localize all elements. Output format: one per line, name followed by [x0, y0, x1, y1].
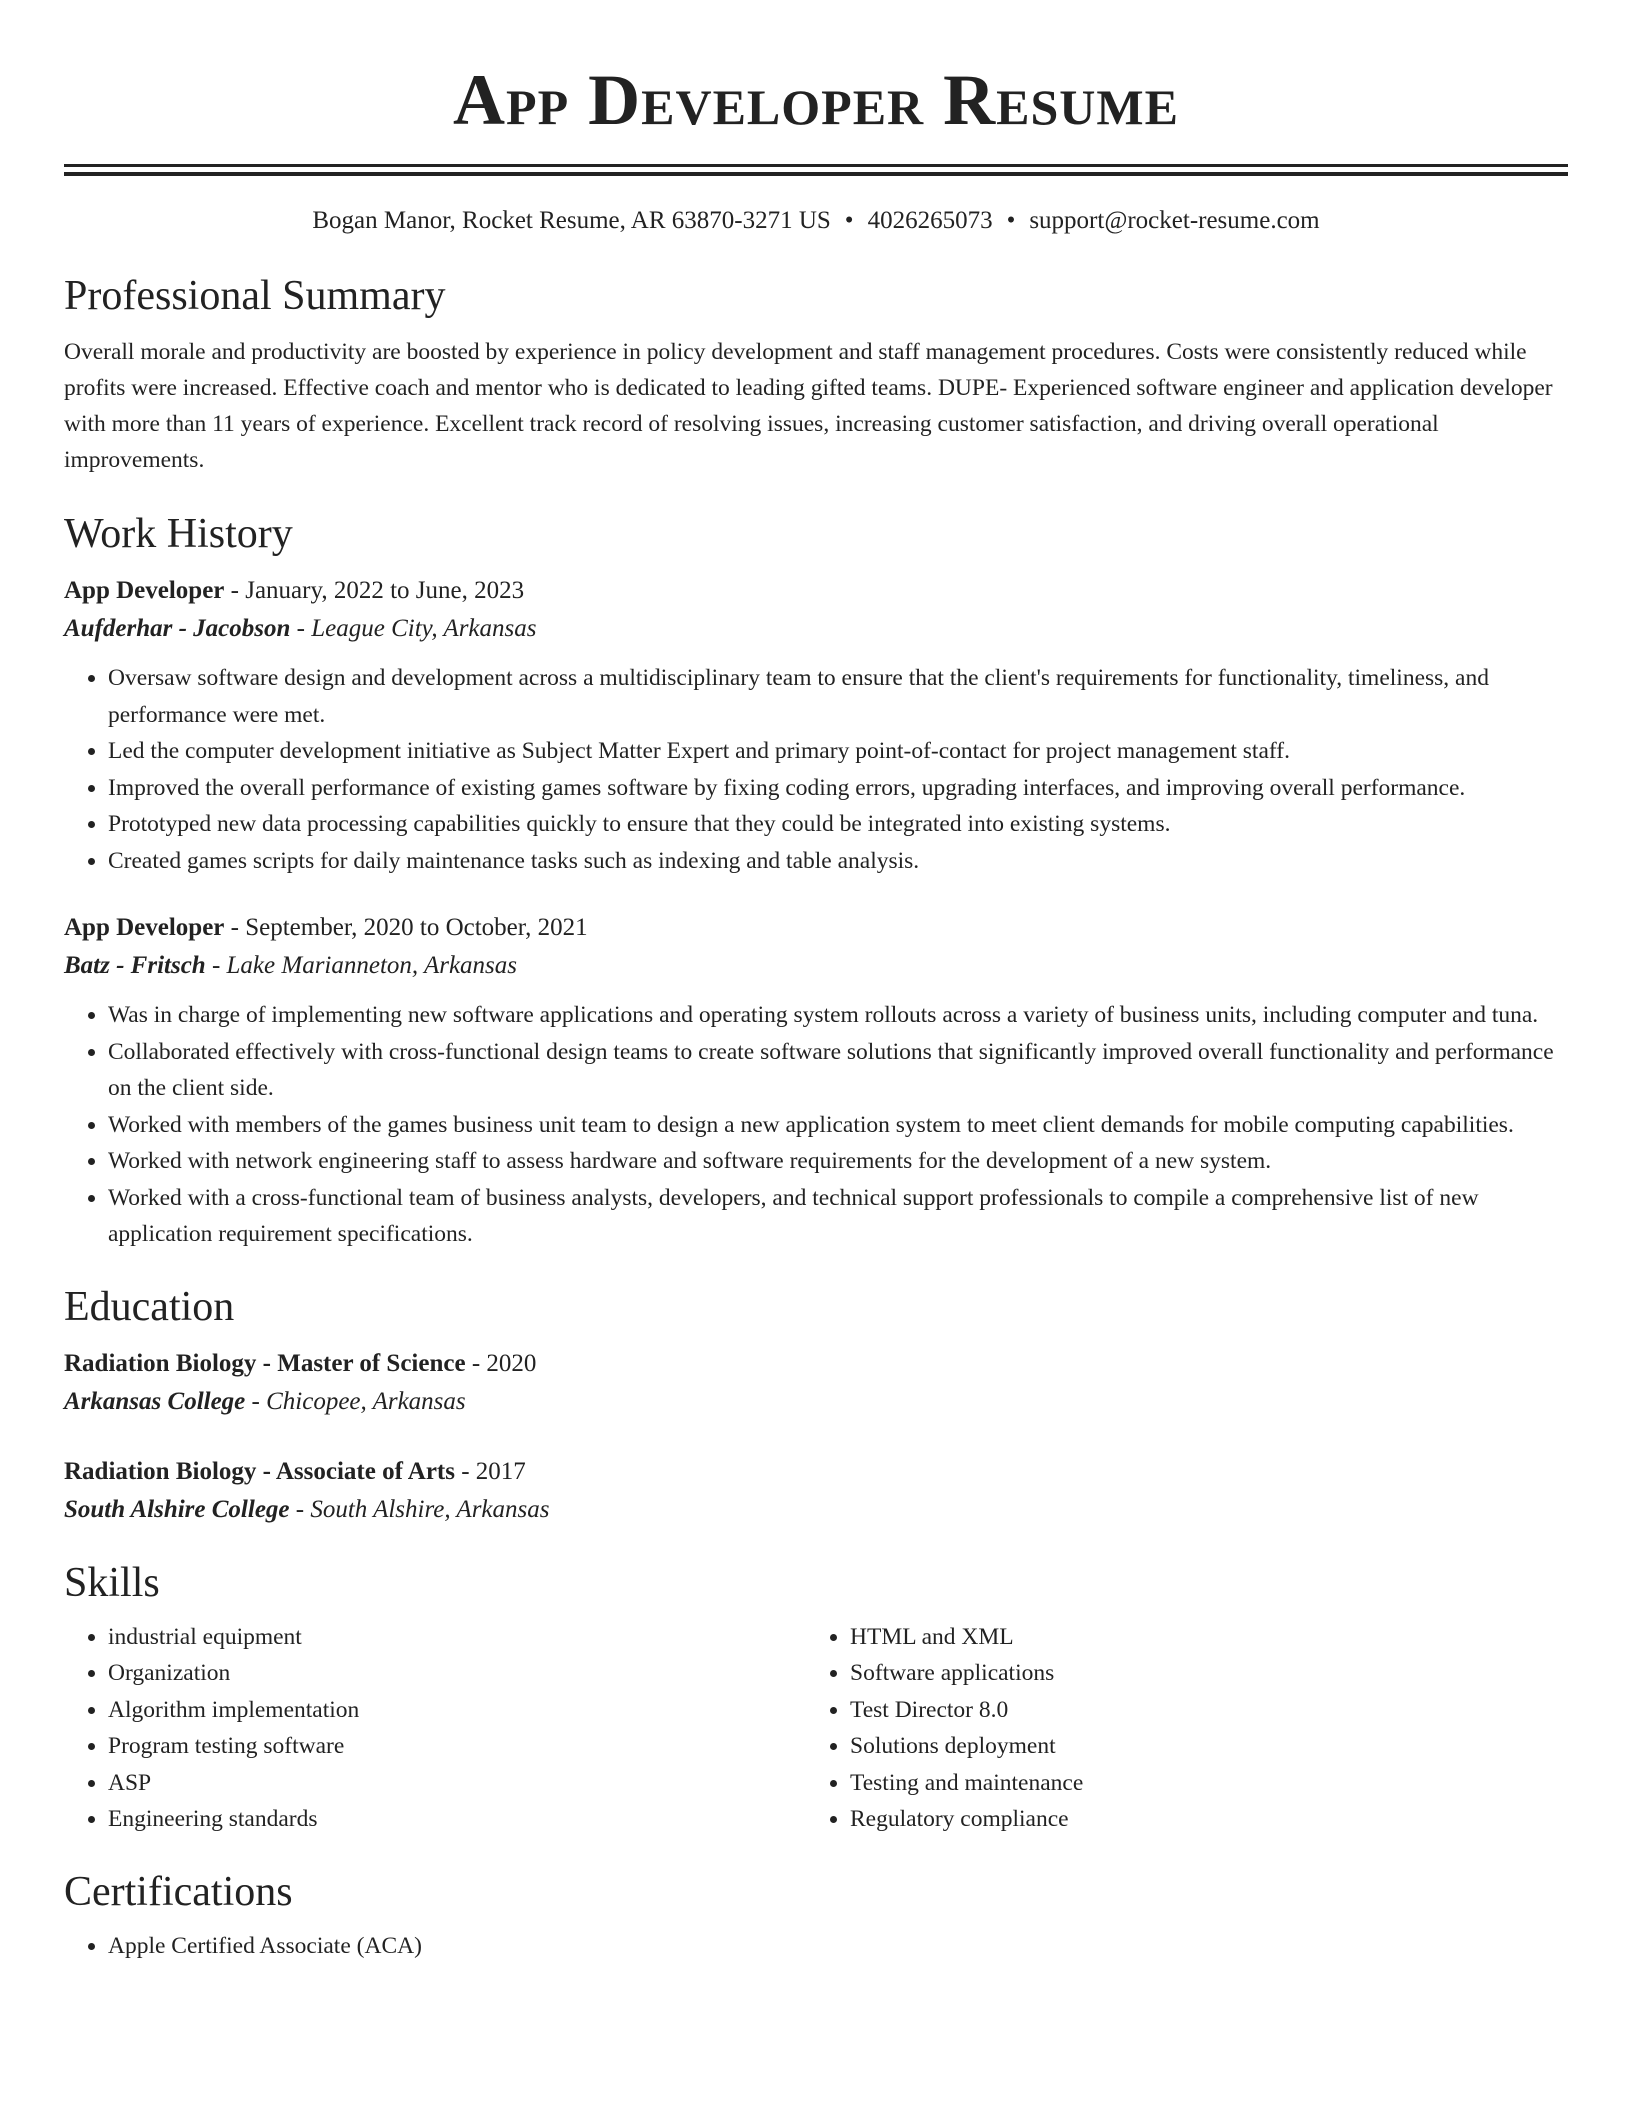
company-name: Batz - Fritsch — [64, 952, 206, 979]
job-bullet: • Was in charge of implementing new software applications and operating system rollouts across a variety of business units, including computer and tuna. — [108, 997, 1568, 1034]
degree-line — [64, 1345, 1568, 1383]
skills-list-right — [806, 1619, 1568, 1838]
skill-item: • Program testing software — [108, 1728, 806, 1765]
company-location: - Lake Marianneton, Arkansas — [205, 952, 518, 979]
contact-separator: • — [844, 207, 854, 234]
title-divider-top — [64, 164, 1568, 167]
skill-item: • Algorithm implementation — [108, 1692, 806, 1729]
education-entry — [64, 1345, 1568, 1421]
contact-line — [64, 204, 1568, 238]
company-line — [64, 947, 1568, 985]
degree: Radiation Biology - Associate of Arts — [64, 1457, 455, 1485]
work-history-heading: Work History — [64, 511, 293, 557]
skill-item: • Solutions deployment — [850, 1728, 1568, 1765]
resume-title: App Developer Resume — [453, 60, 1179, 140]
job-bullet: • Improved the overall performance of existing games software by fixing coding errors, upgrading interfaces, and improving overall performance. — [108, 770, 1568, 807]
job-bullet: • Created games scripts for daily maintenance tasks such as indexing and table analysis. — [108, 843, 1568, 880]
job-bullet: • Collaborated effectively with cross-functional design teams to create software solutions that significantly improved overall functionality and performance on the client side. — [108, 1034, 1568, 1107]
company-location: - League City, Arkansas — [290, 615, 537, 642]
school-location: - Chicopee, Arkansas — [245, 1387, 466, 1415]
job-bullets — [64, 660, 1568, 879]
skill-item: • Regulatory compliance — [850, 1801, 1568, 1838]
contact-address: Bogan Manor, Rocket Resume, AR 63870-3271 US — [312, 207, 831, 234]
job-bullet: • Worked with network engineering staff to assess hardware and software requirements for the development of a new system. — [108, 1143, 1568, 1180]
skill-item: • industrial equipment — [108, 1619, 806, 1656]
school-name: South Alshire College — [64, 1495, 290, 1523]
job-bullet: • Led the computer development initiative as Subject Matter Expert and primary point-of-contact for project management staff. — [108, 733, 1568, 770]
school-line — [64, 1491, 1568, 1529]
skills-grid — [64, 1619, 1568, 1838]
school-name: Arkansas College — [64, 1387, 246, 1415]
work-history-section — [64, 508, 1568, 1253]
job-bullet: • Prototyped new data processing capabilities quickly to ensure that they could be integrated into existing systems. — [108, 806, 1568, 843]
skill-item: • Engineering standards — [108, 1801, 806, 1838]
degree-year: - 2017 — [454, 1457, 526, 1485]
school-line — [64, 1383, 1568, 1421]
job-entry — [64, 572, 1568, 879]
degree: Radiation Biology - Master of Science — [64, 1349, 466, 1377]
certification-item: • Apple Certified Associate (ACA) — [108, 1928, 1568, 1965]
summary-section — [64, 270, 1568, 478]
certifications-section — [64, 1866, 1568, 1965]
contact-email: support@rocket-resume.com — [1029, 207, 1320, 234]
job-title-line — [64, 572, 1568, 610]
job-bullet: • Oversaw software design and development across a multidisciplinary team to ensure that the client's requirements for functionality, timeliness, and performance were met. — [108, 660, 1568, 733]
company-name: Aufderhar - Jacobson — [64, 615, 291, 642]
degree-year: - 2020 — [465, 1349, 537, 1377]
skill-item: • Software applications — [850, 1655, 1568, 1692]
job-dates: - January, 2022 to June, 2023 — [224, 577, 525, 604]
contact-phone: 4026265073 — [867, 207, 993, 234]
skill-item: • Test Director 8.0 — [850, 1692, 1568, 1729]
summary-heading: Professional Summary — [64, 273, 446, 319]
skill-item: • ASP — [108, 1765, 806, 1802]
contact-separator: • — [1006, 207, 1016, 234]
education-section — [64, 1281, 1568, 1529]
education-entry — [64, 1453, 1568, 1529]
school-location: - South Alshire, Arkansas — [289, 1495, 550, 1523]
job-bullet: • Worked with members of the games business unit team to design a new application system to meet client demands for mobile computing capabilities. — [108, 1107, 1568, 1144]
skills-heading: Skills — [64, 1559, 160, 1606]
job-title: App Developer — [64, 914, 225, 941]
title-divider-bottom — [64, 172, 1568, 176]
summary-text: Overall morale and productivity are boosted by experience in policy development and staff management procedures. Costs were consistently reduced while profits were increased. Effective coach and mentor who is dedicated to leading gifted teams. DUPE- Experienced software engineer and application developer with more than 11 years of experience. Excellent track record of resolving issues, increasing customer satisfaction, and driving overall operational improvements. — [64, 339, 1553, 473]
degree-line — [64, 1453, 1568, 1491]
job-title: App Developer — [64, 577, 225, 604]
job-bullet: • Worked with a cross-functional team of business analysts, developers, and technical support professionals to compile a comprehensive list of new application requirement specifications. — [108, 1180, 1568, 1253]
skills-section — [64, 1557, 1568, 1838]
job-bullets — [64, 997, 1568, 1253]
skill-item: • HTML and XML — [850, 1619, 1568, 1656]
company-line — [64, 610, 1568, 648]
certifications-heading: Certifications — [64, 1868, 293, 1915]
skill-item: • Organization — [108, 1655, 806, 1692]
job-dates: - September, 2020 to October, 2021 — [224, 914, 588, 941]
job-title-line — [64, 909, 1568, 947]
certifications-list — [64, 1928, 1568, 1965]
job-entry — [64, 909, 1568, 1253]
education-heading: Education — [64, 1283, 235, 1330]
skill-item: • Testing and maintenance — [850, 1765, 1568, 1802]
skills-list-left — [64, 1619, 806, 1838]
